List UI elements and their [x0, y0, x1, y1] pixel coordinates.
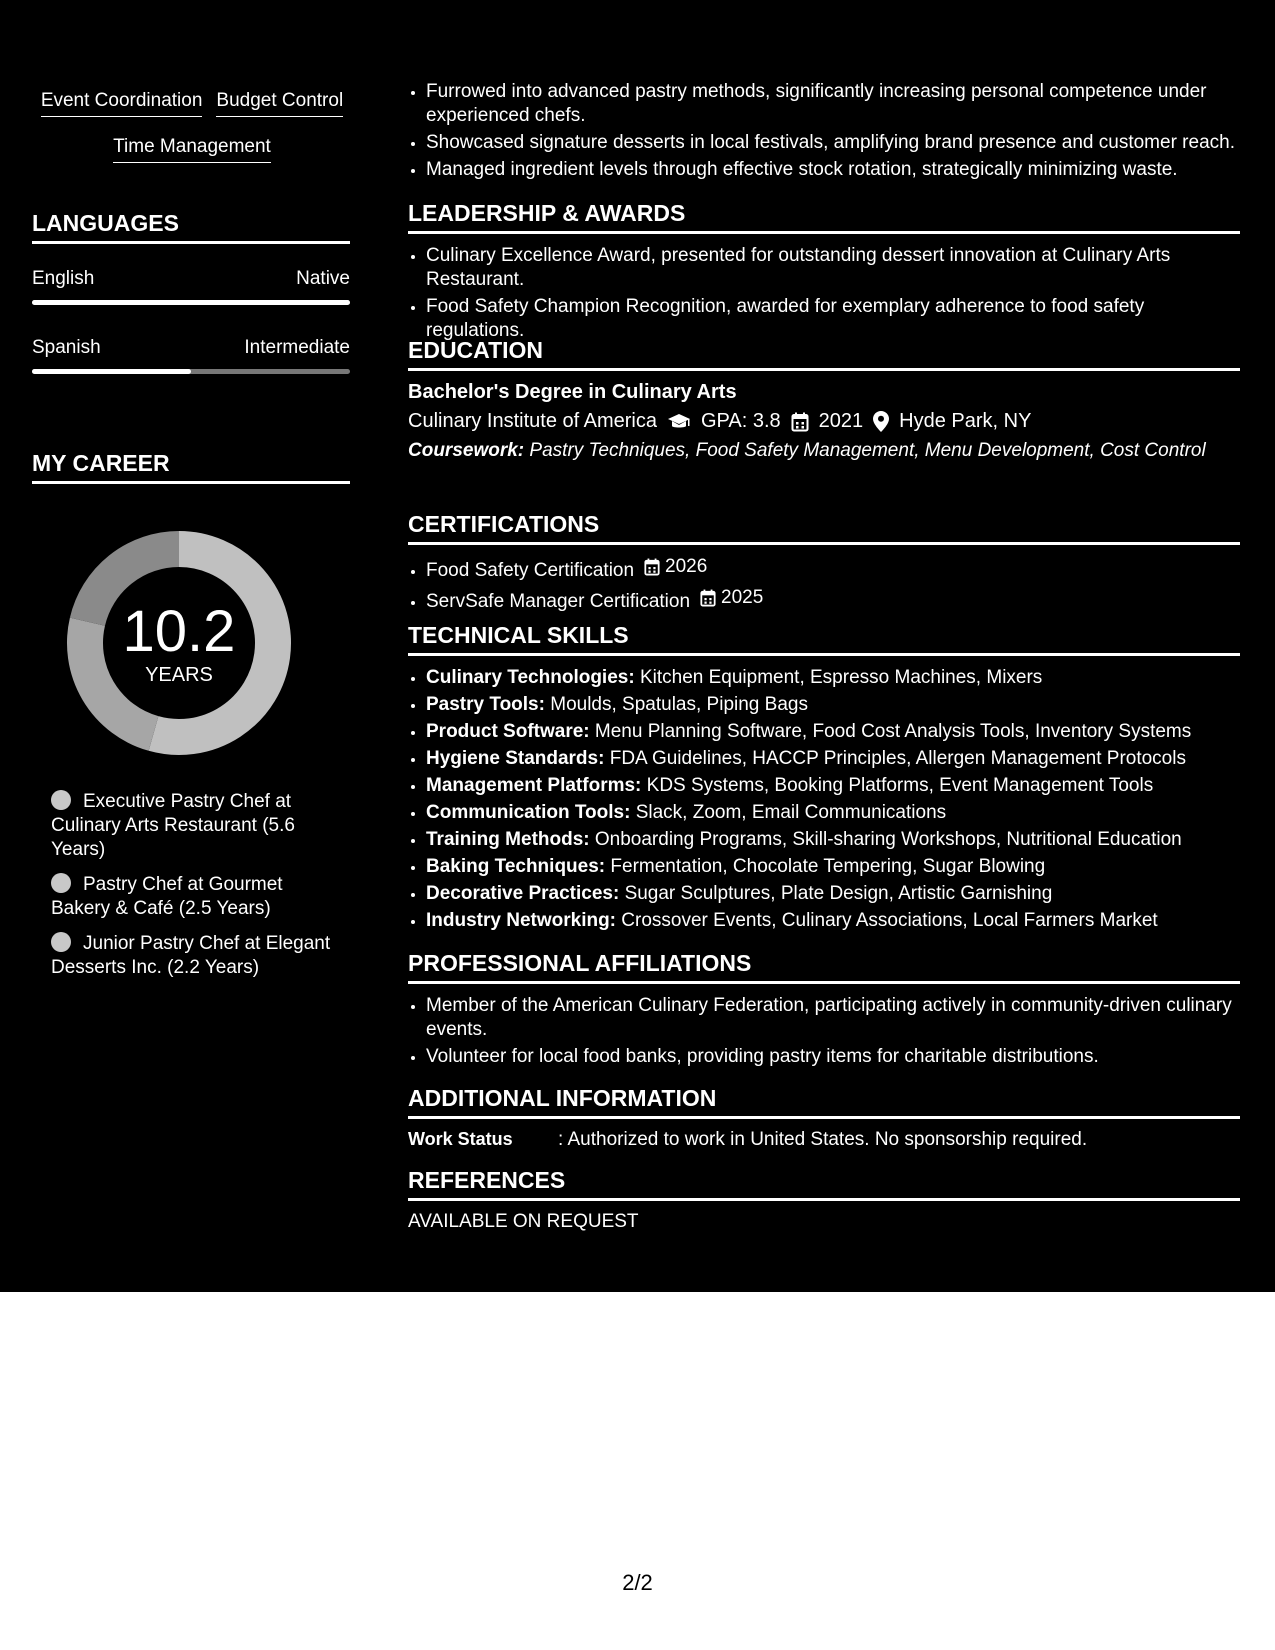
language-bar: [32, 369, 350, 374]
language-bar-fill: [32, 369, 191, 374]
language-bar: [32, 300, 350, 305]
language-bar-fill: [32, 300, 350, 305]
technical-skill-item: [426, 828, 1240, 852]
certification-year: 2026: [665, 556, 708, 577]
certifications-heading: CERTIFICATIONS: [408, 511, 1240, 545]
work-status-value: : Authorized to work in United States. No sponsorship required.: [558, 1129, 1088, 1150]
language-row: [32, 268, 350, 290]
skill-text: Kitchen Equipment, Espresso Machines, Mixers: [639, 667, 1043, 688]
career-total-years: 10.2: [122, 599, 236, 664]
career-item-text: Pastry Chef at Gourmet Bakery & Café (2.5 Years): [51, 874, 283, 919]
skill-text: Menu Planning Software, Food Cost Analysis Tools, Inventory Systems: [594, 721, 1192, 742]
skill-label: Decorative Practices:: [426, 883, 620, 904]
technical-skills-heading: TECHNICAL SKILLS: [408, 622, 1240, 656]
skill-text: Onboarding Programs, Skill-sharing Workshops, Nutritional Education: [594, 829, 1182, 850]
technical-skill-item: [426, 774, 1240, 798]
education-section: [408, 337, 1240, 463]
skill-tag: Time Management: [113, 132, 271, 163]
degree-title: Bachelor's Degree in Culinary Arts: [408, 381, 737, 403]
language-name: English: [32, 268, 95, 289]
technical-skills-list: [408, 666, 1240, 933]
graduation-year: 2021: [818, 410, 864, 432]
gpa: GPA: 3.8: [701, 410, 781, 432]
references-section: [408, 1167, 1240, 1233]
coursework-label: Coursework:: [408, 440, 525, 461]
work-status-row: [408, 1129, 1240, 1151]
skill-label: Culinary Technologies:: [426, 667, 635, 688]
career-item: [51, 873, 341, 921]
skill-label: Baking Techniques:: [426, 856, 606, 877]
technical-skill-item: [426, 747, 1240, 771]
calendar-icon: [791, 412, 809, 432]
language-level: Native: [296, 268, 350, 289]
certification-name: Food Safety Certification: [426, 560, 635, 581]
bullet-dot-icon: [51, 932, 71, 952]
location-pin-icon: [873, 411, 889, 432]
technical-skill-item: [426, 855, 1240, 879]
skill-tags: [32, 86, 352, 178]
additional-info-section: [408, 1085, 1240, 1151]
affiliations-section: [408, 950, 1240, 1072]
skill-text: Moulds, Spatulas, Piping Bags: [550, 694, 808, 715]
technical-skill-item: [426, 720, 1240, 744]
coursework-text: Pastry Techniques, Food Safety Management, Menu Development, Cost Control: [529, 440, 1206, 461]
skill-text: Sugar Sculptures, Plate Design, Artistic Garnishing: [624, 883, 1053, 904]
page-number: 2/2: [622, 1570, 653, 1595]
languages-heading: LANGUAGES: [32, 210, 350, 244]
bullet-dot-icon: [51, 790, 71, 810]
education-details: [408, 410, 1240, 433]
bullet-dot-icon: [51, 873, 71, 893]
certification-item: [426, 586, 1240, 614]
leadership-heading: LEADERSHIP & AWARDS: [408, 200, 1240, 234]
skill-text: Slack, Zoom, Email Communications: [635, 802, 947, 823]
technical-skills-section: [408, 622, 1240, 936]
career-list: [51, 790, 341, 991]
skill-tag: Budget Control: [216, 86, 343, 117]
skill-text: KDS Systems, Booking Platforms, Event Management Tools: [646, 775, 1154, 796]
work-status-label: Work Status: [408, 1129, 513, 1149]
education-heading: EDUCATION: [408, 337, 1240, 371]
experience-bullet: • Showcased signature desserts in local festivals, amplifying brand presence and customer reach.: [426, 131, 1240, 155]
skill-text: Crossover Events, Culinary Associations, Local Farmers Market: [621, 910, 1158, 931]
skill-label: Industry Networking:: [426, 910, 617, 931]
affiliation-item: • Member of the American Culinary Federation, participating actively in community-driven culinary events.: [426, 994, 1240, 1042]
coursework: [408, 439, 1240, 463]
technical-skill-item: [426, 666, 1240, 690]
career-total-unit: YEARS: [145, 664, 213, 686]
technical-skill-item: [426, 801, 1240, 825]
certifications-section: [408, 511, 1240, 617]
skill-label: Communication Tools:: [426, 802, 631, 823]
experience-continued: [408, 80, 1240, 185]
skill-label: Product Software:: [426, 721, 590, 742]
career-heading: MY CAREER: [32, 450, 350, 484]
career-item: [51, 790, 341, 862]
experience-bullet: • Managed ingredient levels through effective stock rotation, strategically minimizing waste.: [426, 158, 1240, 182]
skill-label: Pastry Tools:: [426, 694, 545, 715]
additional-info-heading: ADDITIONAL INFORMATION: [408, 1085, 1240, 1119]
language-row: [32, 337, 350, 359]
technical-skill-item: [426, 882, 1240, 906]
skill-label: Hygiene Standards:: [426, 748, 605, 769]
career-item: [51, 932, 341, 980]
certification-name: ServSafe Manager Certification: [426, 591, 691, 612]
graduation-cap-icon: [667, 413, 691, 431]
technical-skill-item: [426, 693, 1240, 717]
skill-label: Management Platforms:: [426, 775, 642, 796]
leadership-section: [408, 200, 1240, 346]
technical-skill-item: [426, 909, 1240, 933]
main-content: [408, 0, 1240, 1292]
award-item: • Food Safety Champion Recognition, awarded for exemplary adherence to food safety regulations.: [426, 295, 1240, 343]
references-text: AVAILABLE ON REQUEST: [408, 1211, 639, 1232]
certification-item: [426, 555, 1240, 583]
calendar-icon: [700, 589, 716, 607]
skill-label: Training Methods:: [426, 829, 590, 850]
language-level: Intermediate: [244, 337, 350, 358]
skill-tag: Event Coordination: [41, 86, 203, 117]
calendar-icon: [644, 558, 660, 576]
sidebar: [0, 0, 382, 1292]
affiliation-item: • Volunteer for local food banks, providing pastry items for charitable distributions.: [426, 1045, 1240, 1069]
affiliations-heading: PROFESSIONAL AFFILIATIONS: [408, 950, 1240, 984]
language-name: Spanish: [32, 337, 101, 358]
school-name: Culinary Institute of America: [408, 410, 657, 432]
certification-year: 2025: [721, 587, 764, 608]
career-item-text: Executive Pastry Chef at Culinary Arts Restaurant (5.6 Years): [51, 791, 295, 860]
award-item: • Culinary Excellence Award, presented for outstanding dessert innovation at Culinary Arts Restaurant.: [426, 244, 1240, 292]
career-item-text: Junior Pastry Chef at Elegant Desserts Inc. (2.2 Years): [51, 933, 331, 978]
references-heading: REFERENCES: [408, 1167, 1240, 1201]
school-location: Hyde Park, NY: [899, 410, 1032, 432]
skill-text: FDA Guidelines, HACCP Principles, Allergen Management Protocols: [609, 748, 1186, 769]
skill-text: Fermentation, Chocolate Tempering, Sugar Blowing: [610, 856, 1046, 877]
experience-bullet: • Furrowed into advanced pastry methods, significantly increasing personal competence under experienced chefs.: [426, 80, 1240, 128]
